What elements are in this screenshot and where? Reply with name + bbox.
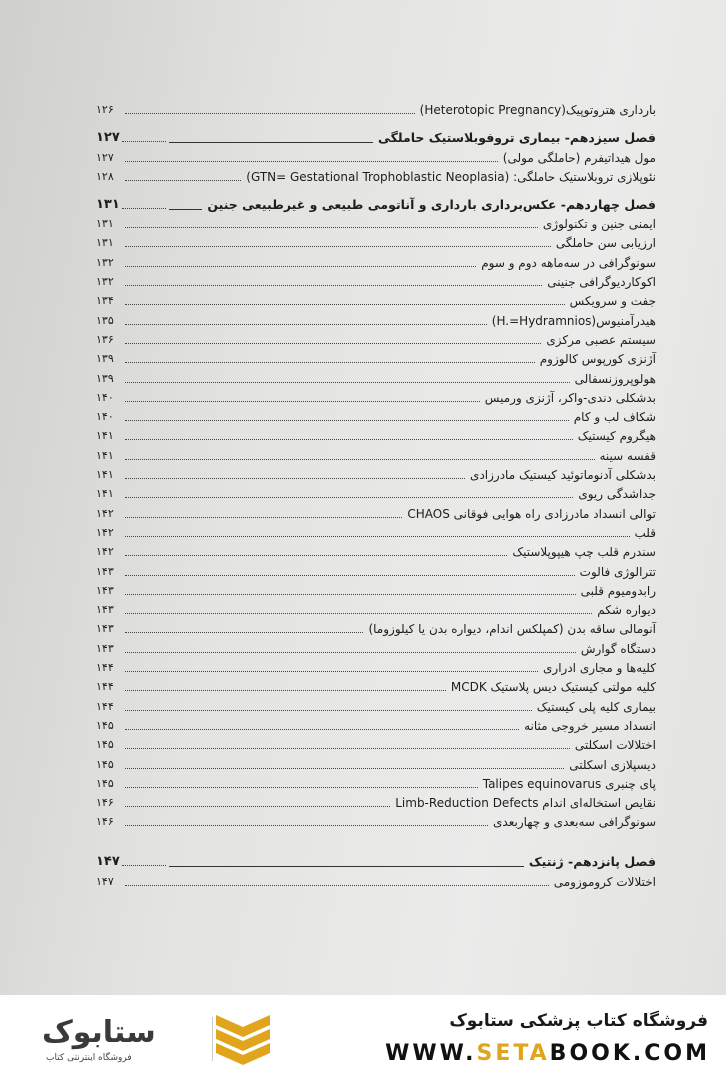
page-number: ۱۴۳ [96, 583, 114, 597]
chapter-rule [169, 866, 524, 867]
entry-title: سیستم عصبی مرکزی [546, 332, 656, 347]
leader-dots [125, 113, 415, 114]
url-accent: SETA [476, 1041, 550, 1066]
page-number: ۱۴۳ [96, 622, 114, 636]
toc-entry-row[interactable] [96, 165, 656, 184]
leader-dots [125, 439, 573, 440]
leader-dots [125, 710, 532, 711]
entry-title: اکوکاردیوگرافی جنینی [547, 275, 656, 290]
leader-dots [125, 613, 592, 614]
entry-title: شکاف لب و کام [573, 410, 656, 425]
page-number: ۱۴۱ [96, 448, 114, 462]
toc-entry-row[interactable] [96, 714, 656, 733]
entry-title: آژنزی کورپوس کالوزوم [539, 352, 656, 367]
chapter-rule [169, 142, 373, 143]
page-number: ۱۴۵ [96, 776, 114, 790]
entry-title: کلیه مولتی کیستیک دیس پلاستیک MCDK [450, 680, 656, 695]
entry-title: بارداری هتروتوپیک(Heterotopic Pregnancy) [419, 103, 656, 118]
toc-entry-row[interactable] [96, 424, 656, 443]
leader-dots [125, 671, 538, 672]
toc-chapter-row[interactable] [96, 851, 656, 869]
page-number: ۱۳۹ [96, 352, 114, 366]
footer-banner [0, 995, 726, 1079]
page-number: ۱۳۱ [96, 217, 114, 231]
page-number: ۱۴۳ [96, 641, 114, 655]
page-number: ۱۴۲ [96, 545, 114, 559]
page-number: ۱۴۷ [96, 874, 114, 888]
page-number: ۱۴۱ [96, 487, 114, 501]
toc-entry-row[interactable] [96, 347, 656, 366]
leader-dots [125, 806, 390, 807]
toc-chapter-row[interactable] [96, 194, 656, 212]
entry-title: اختلالات اسکلتی [574, 738, 656, 753]
toc-entry-row[interactable] [96, 810, 656, 829]
chapter-title: فصل سیزدهم- بیماری تروفوبلاستیک حاملگی [377, 130, 656, 146]
leader-dots [125, 729, 519, 730]
toc-entry-row[interactable] [96, 145, 656, 164]
toc-entry-row[interactable] [96, 443, 656, 462]
leader-dots [125, 575, 575, 576]
toc-entry-row[interactable] [96, 772, 656, 791]
toc-entry-row[interactable] [96, 791, 656, 810]
toc-entry-row[interactable] [96, 212, 656, 231]
entry-title: جفت و سرویکس [569, 294, 656, 309]
toc-entry-row[interactable] [96, 617, 656, 636]
toc-entry-row[interactable] [96, 521, 656, 540]
toc-entry-row[interactable] [96, 98, 656, 117]
leader-dots [125, 324, 487, 325]
leader-dots [125, 478, 465, 479]
entry-title: رابدومیوم قلبی [580, 583, 656, 598]
entry-title: اختلالات کروموزومی [553, 874, 656, 889]
chapter-title: فصل پانزدهم- ژنتیک [528, 854, 656, 870]
entry-title: ارزیابی سن حاملگی [555, 236, 656, 251]
page-number: ۱۴۲ [96, 506, 114, 520]
entry-title: بیماری کلیه پلی کیستیک [536, 699, 656, 714]
leader-dots [125, 497, 573, 498]
leader-dots [125, 825, 488, 826]
entry-title: انسداد مسیر خروجی مثانه [524, 718, 656, 733]
leader-dots [125, 632, 363, 633]
page-number: ۱۴۱ [96, 468, 114, 482]
leader-dots [125, 343, 541, 344]
entry-title: نئوپلازی تروبلاستیک حاملگی: (GTN= Gestational Trophoblastic Neoplasia) [246, 169, 656, 184]
page-number: ۱۳۴ [96, 294, 114, 308]
page-number: ۱۴۴ [96, 661, 114, 675]
entry-title: کلیه‌ها و مجاری ادراری [543, 661, 656, 676]
leader-dots [125, 787, 478, 788]
entry-title: تترالوژی فالوت [579, 564, 656, 579]
entry-title: نقایص استخاله‌ای اندام Limb-Reduction Defects [395, 796, 656, 811]
toc-entry-row[interactable] [96, 405, 656, 424]
leader-dots [125, 304, 565, 305]
page-number: ۱۲۷ [96, 150, 114, 164]
page-number: ۱۴۴ [96, 680, 114, 694]
leader-dots [125, 459, 595, 460]
toc-entry-row[interactable] [96, 540, 656, 559]
entry-title: دیسپلازی اسکلتی [569, 757, 656, 772]
leader-dots [125, 246, 551, 247]
leader-dots [125, 555, 507, 556]
page-number: ۱۳۱ [96, 196, 120, 212]
toc-entry-row[interactable] [96, 501, 656, 520]
page-number: ۱۴۷ [96, 854, 120, 870]
leader-dots [125, 594, 576, 595]
leader-dots [125, 652, 576, 653]
toc-entry-row[interactable] [96, 656, 656, 675]
leader-dots [125, 285, 542, 286]
page-number: ۱۲۸ [96, 169, 114, 183]
leader-dots [125, 161, 498, 162]
entry-title: دستگاه گوارش [580, 641, 656, 656]
leader-dots [125, 420, 569, 421]
logo-subtitle: فروشگاه اینترنتی کتاب [46, 1053, 132, 1063]
leader-dots [125, 362, 535, 363]
page-number: ۱۳۲ [96, 275, 114, 289]
entry-title: بدشکلی دندی-واکر، آژنزی ورمیس [484, 390, 656, 405]
page-number: ۱۴۵ [96, 738, 114, 752]
page-number: ۱۴۶ [96, 815, 114, 829]
entry-title: آنومالی ساقه بدن (کمپلکس اندام، دیواره بدن یا کیلوزوما) [368, 622, 656, 637]
toc-entry-row[interactable] [96, 328, 656, 347]
leader-dots [125, 748, 570, 749]
entry-title: سندرم قلب چپ هیپوپلاستیک [512, 545, 656, 560]
toc-entry-row[interactable] [96, 694, 656, 713]
entry-title: هیدرآمنیوس(H.=Hydramnios) [491, 313, 656, 328]
page-number: ۱۴۲ [96, 525, 114, 539]
leader-dots [122, 141, 166, 142]
page-number: ۱۳۹ [96, 371, 114, 385]
toc-entry-row[interactable] [96, 231, 656, 250]
page-number: ۱۲۶ [96, 103, 114, 117]
toc-entry-row[interactable] [96, 289, 656, 308]
entry-title: قلب [634, 525, 656, 540]
entry-title: سونوگرافی سه‌بعدی و چهاربعدی [493, 815, 656, 830]
toc-entry-row[interactable] [96, 386, 656, 405]
toc-entry-row[interactable] [96, 733, 656, 752]
entry-title: سونوگرافی در سه‌ماهه دوم و سوم [481, 255, 656, 270]
page-number: ۱۴۰ [96, 410, 114, 424]
chapter-rule [169, 209, 202, 210]
entry-title: دیواره شکم [597, 603, 656, 618]
toc-entry-row[interactable] [96, 752, 656, 771]
leader-dots [122, 208, 166, 209]
page-number: ۱۴۵ [96, 718, 114, 732]
toc-entry-row[interactable] [96, 366, 656, 385]
leader-dots [125, 768, 564, 769]
toc-entry-row[interactable] [96, 463, 656, 482]
leader-dots [122, 865, 166, 866]
toc-entry-row[interactable] [96, 869, 656, 888]
page-number: ۱۳۶ [96, 332, 114, 346]
leader-dots [125, 180, 241, 181]
toc-entry-row[interactable] [96, 308, 656, 327]
chapter-title: فصل چهاردهم- عکس‌برداری بارداری و آناتومی طبیعی و غیرطبیعی جنین [207, 196, 656, 212]
page-number: ۱۲۷ [96, 130, 120, 146]
entry-title: جداشدگی ریوی [578, 487, 656, 502]
toc-entry-row[interactable] [96, 270, 656, 289]
toc-entry-row[interactable] [96, 675, 656, 694]
leader-dots [125, 885, 549, 886]
entry-title: توالی انسداد مادرزادی راه هوایی فوقانی CHAOS [407, 506, 656, 521]
toc-entry-row[interactable] [96, 559, 656, 578]
page-number: ۱۴۰ [96, 390, 114, 404]
toc-entry-row[interactable] [96, 598, 656, 617]
shop-title: فروشگاه کتاب پزشکی ستابوک [449, 1011, 708, 1031]
page-number: ۱۳۱ [96, 236, 114, 250]
leader-dots [125, 690, 446, 691]
page-number: ۱۴۱ [96, 429, 114, 443]
entry-title: مول هیداتیفرم (حاملگی مولی) [502, 150, 656, 165]
page-number: ۱۴۴ [96, 699, 114, 713]
page-number: ۱۴۶ [96, 796, 114, 810]
page-number: ۱۴۵ [96, 757, 114, 771]
page-number: ۱۴۳ [96, 564, 114, 578]
table-of-contents [96, 98, 656, 889]
toc-entry-row[interactable] [96, 636, 656, 655]
toc-entry-row[interactable] [96, 482, 656, 501]
page-number: ۱۴۳ [96, 603, 114, 617]
url-prefix: WWW. [385, 1041, 477, 1066]
setabook-logo[interactable] [16, 1007, 278, 1067]
entry-title: هولوپروزنسفالی [574, 371, 656, 386]
chevron-stack-icon [212, 1011, 274, 1067]
entry-title: بدشکلی آدنوماتوئید کیستیک مادرزادی [470, 468, 656, 483]
toc-chapter-row[interactable] [96, 127, 656, 145]
leader-dots [125, 401, 480, 402]
leader-dots [125, 536, 630, 537]
shop-url[interactable] [385, 1041, 710, 1066]
leader-dots [125, 266, 476, 267]
entry-title: ایمنی جنین و تکنولوژی [542, 217, 656, 232]
url-rest: BOOK.COM [549, 1041, 710, 1066]
toc-entry-row[interactable] [96, 579, 656, 598]
entry-title: پای چنبری Talipes equinovarus [482, 776, 656, 791]
leader-dots [125, 517, 402, 518]
leader-dots [125, 382, 570, 383]
leader-dots [125, 227, 538, 228]
page-number: ۱۳۲ [96, 255, 114, 269]
entry-title: هیگروم کیستیک [577, 429, 656, 444]
logo-wordmark: ستابوک [42, 1015, 156, 1050]
toc-entry-row[interactable] [96, 250, 656, 269]
entry-title: قفسه سینه [599, 448, 656, 463]
page-number: ۱۳۵ [96, 313, 114, 327]
